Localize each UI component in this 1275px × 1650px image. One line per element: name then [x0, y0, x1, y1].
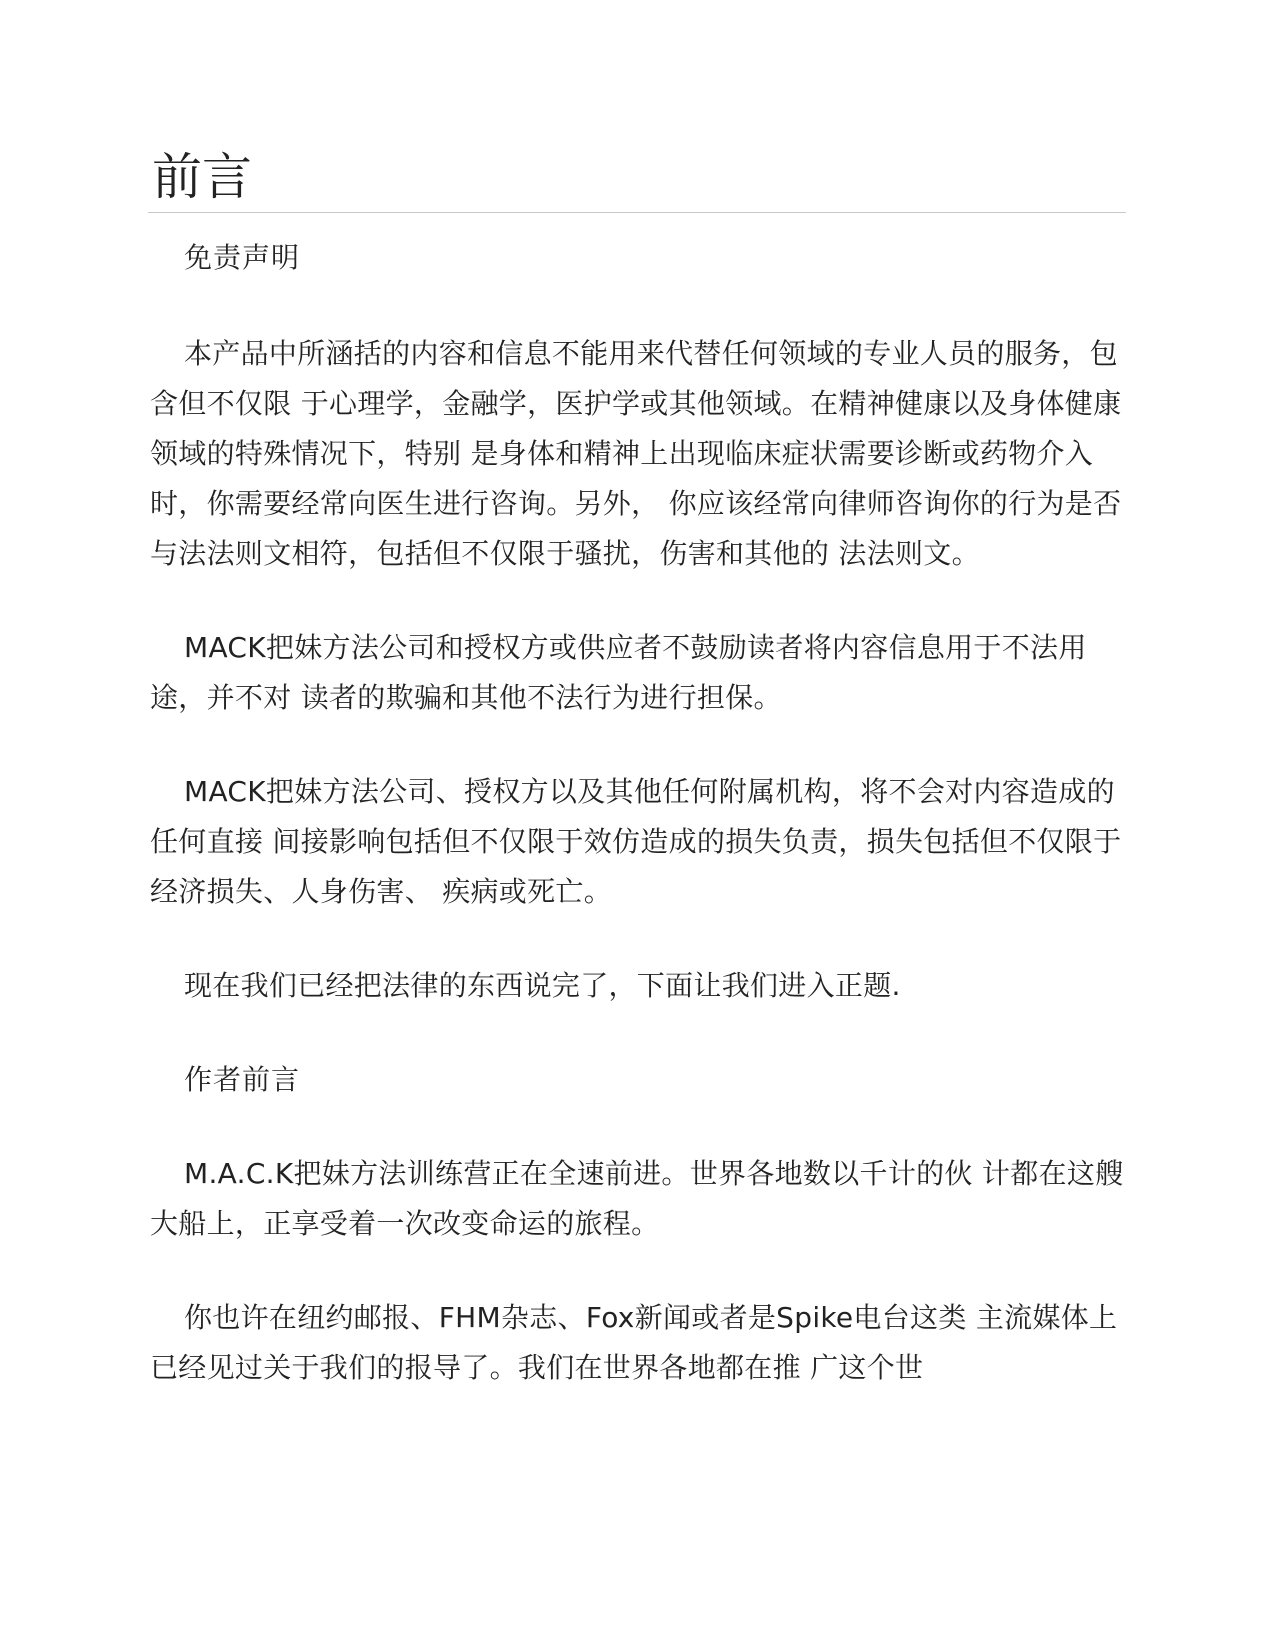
- title-divider: [148, 212, 1126, 213]
- disclaimer-paragraph-3: MACK把妹方法公司、授权方以及其他任何附属机构，将不会对内容造成的任何直接 间接影响包括但不仅限于效仿造成的损失负责，损失包括但不仅限于经济损失、人身伤害、 疾病或死亡。: [150, 775, 1122, 908]
- author-paragraph-1: M.A.C.K把妹方法训练营正在全速前进。世界各地数以千计的伙 计都在这艘大船上，正享受着一次改变命运的旅程。: [150, 1157, 1124, 1240]
- page-title: 前言: [152, 148, 252, 206]
- document-page: [150, 140, 1125, 1393]
- author-preface-heading: 作者前言: [184, 1063, 301, 1096]
- disclaimer-heading: 免责声明: [184, 241, 301, 274]
- disclaimer-paragraph-1: 本产品中所涵括的内容和信息不能用来代替任何领域的专业人员的服务，包含但不仅限 于心理学，金融学，医护学或其他领域。在精神健康以及身体健康领域的特殊情况下，特别 是身体和精神上出现临床症状需要诊断或药物介入时，你需要经常向医生进行咨询。另外， 你应该经常向律师咨询你的行为是否与法法则文相符，包括但不仅限于骚扰，伤害和其他的 法法则文。: [150, 337, 1122, 570]
- author-paragraph-2: 你也许在纽约邮报、FHM杂志、Fox新闻或者是Spike电台这类 主流媒体上已经见过关于我们的报导了。我们在世界各地都在推 广这个世: [150, 1301, 1118, 1384]
- disclaimer-paragraph-2: MACK把妹方法公司和授权方或供应者不鼓励读者将内容信息用于不法用途，并不对 读者的欺骗和其他不法行为进行担保。: [150, 631, 1087, 714]
- transition-paragraph: 现在我们已经把法律的东西说完了，下面让我们进入正题.: [184, 969, 901, 1002]
